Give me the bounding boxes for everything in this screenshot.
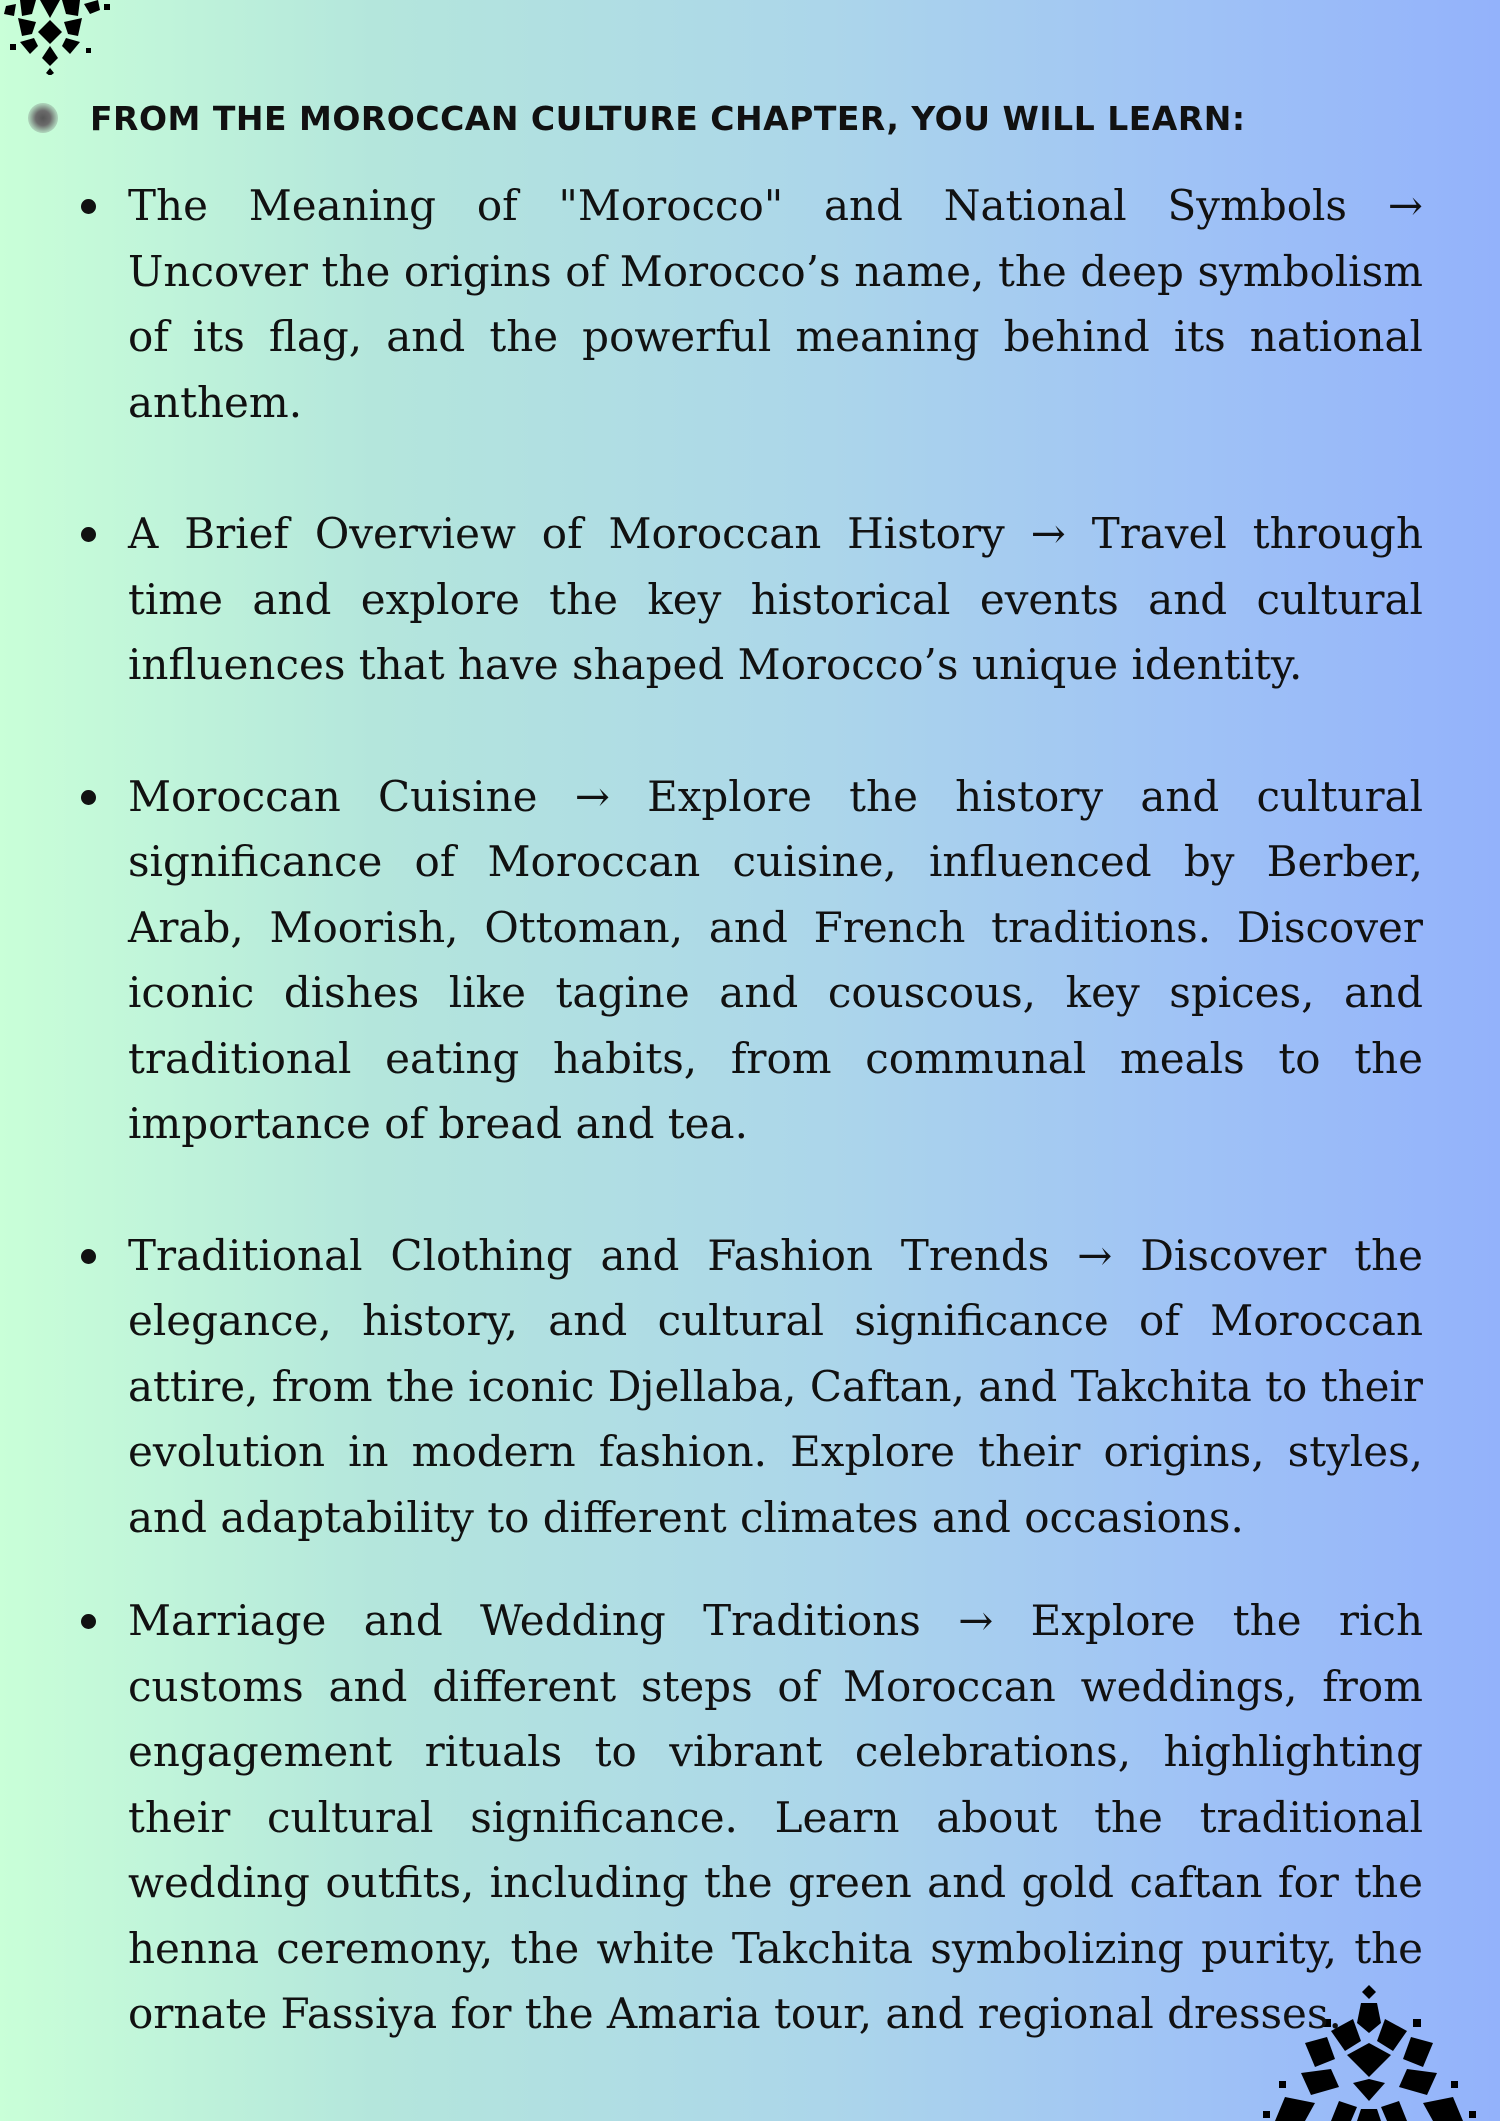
bullet-dot-icon: [81, 1614, 96, 1629]
section-heading: [28, 96, 1468, 140]
moroccan-star-ornament-icon: [0, 0, 150, 75]
topic-list: [78, 173, 1423, 2047]
list-item: [78, 501, 1423, 698]
list-item: [78, 1223, 1423, 1551]
bullet-dot-icon: [81, 790, 96, 805]
topic-text: A Brief Overview of Moroccan History → Travel through time and explore the key historical events and cultural influences that have shaped Morocco’s unique identity.: [128, 509, 1423, 689]
topic-text: The Meaning of "Morocco" and National Symbols → Uncover the origins of Morocco’s name, the deep symbolism of its flag, and the powerful meaning behind its national anthem.: [128, 181, 1423, 427]
topic-text: Marriage and Wedding Traditions → Explore the rich customs and different steps of Moroccan weddings, from engagement rituals to vibrant celebrations, highlighting their cultural significance. Learn about the traditional wedding outfits, including the green and gold caftan for the henna ceremony, the white Takchita symbolizing purity, the ornate Fassiya for the Amaria tour, and regional dresses.: [128, 1596, 1423, 2038]
topic-text: Moroccan Cuisine → Explore the history and cultural significance of Moroccan cuisine, influenced by Berber, Arab, Moorish, Ottoman, and French traditions. Discover iconic dishes like tagine and couscous, key spices, and traditional eating habits, from communal meals to the importance of bread and tea.: [128, 771, 1423, 1148]
bullet-dot-icon: [81, 1249, 96, 1264]
blurred-dot-icon: [28, 103, 58, 133]
topic-text: Traditional Clothing and Fashion Trends → Discover the elegance, history, and cultural significance of Moroccan attire, from the iconic Djellaba, Caftan, and Takchita to their evolution in modern fashion. Explore their origins, styles, and adaptability to different climates and occasions.: [128, 1230, 1423, 1542]
list-item: [78, 1588, 1423, 2047]
list-item: [78, 173, 1423, 435]
bullet-dot-icon: [81, 199, 96, 214]
heading-text: FROM THE MOROCCAN CULTURE CHAPTER, YOU WILL LEARN:: [90, 98, 1246, 138]
bullet-dot-icon: [81, 527, 96, 542]
list-item: [78, 764, 1423, 1157]
